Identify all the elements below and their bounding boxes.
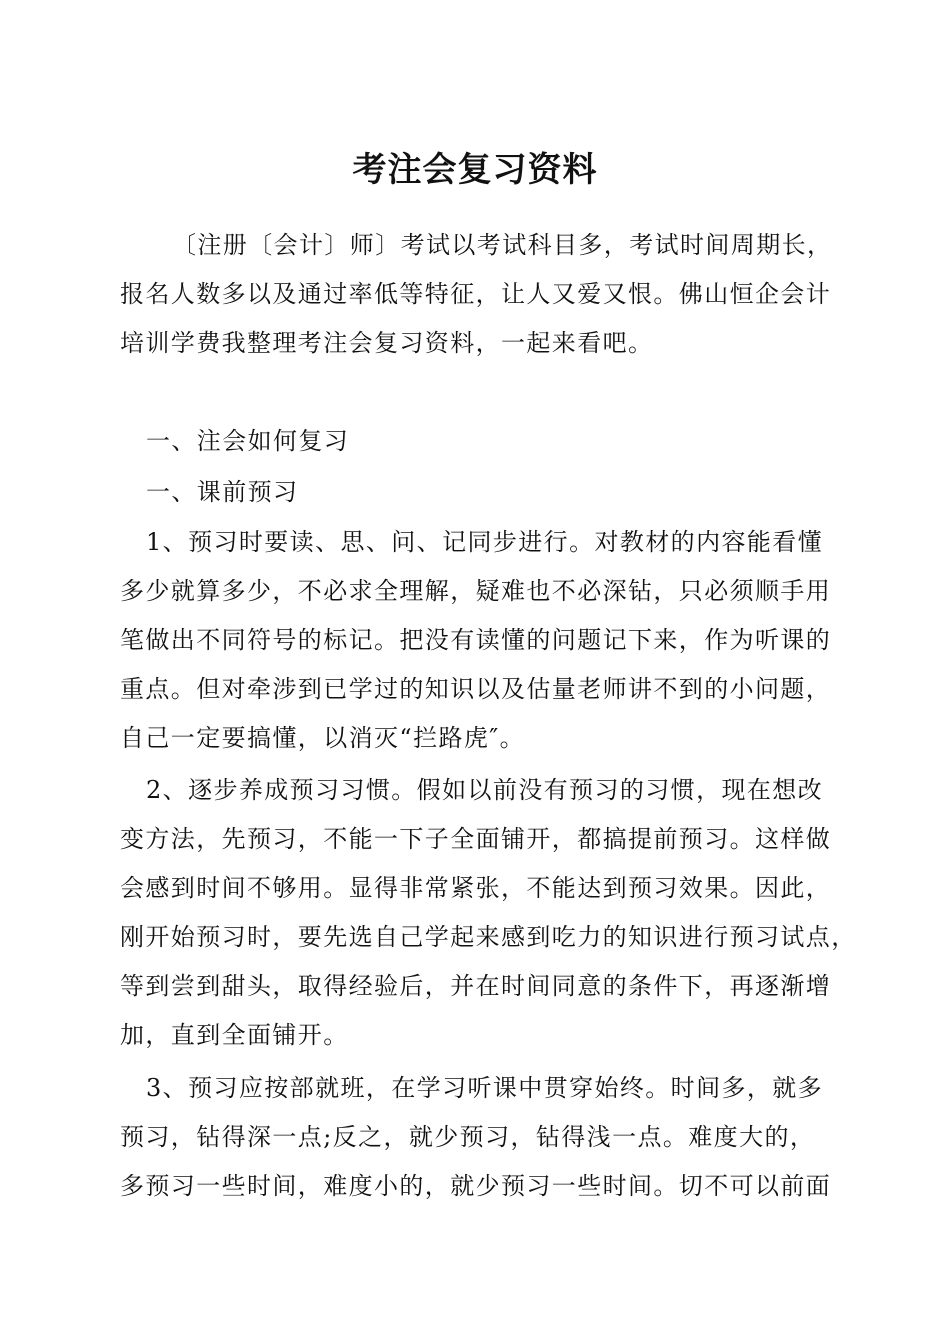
intro-line-3: 培训学费我整理考注会复习资料，一起来看吧。 bbox=[120, 329, 654, 357]
para3-line-3: 多预习一些时间，难度小的，就少预习一些时间。切不可以前面 bbox=[120, 1172, 832, 1200]
para2-line-5: 等到尝到甜头，取得经验后，并在时间同意的条件下，再逐渐增 bbox=[120, 972, 832, 1000]
section-heading-2: 一、课前预习 bbox=[146, 478, 299, 506]
para1-line-2: 多少就算多少，不必求全理解，疑难也不必深钻，只必须顺手用 bbox=[120, 577, 832, 605]
intro-line-1: 〔注册〔会计〕师〕考试以考试科目多，考试时间周期长， bbox=[172, 231, 833, 259]
intro-line-2: 报名人数多以及通过率低等特征，让人又爱又恨。佛山恒企会计 bbox=[120, 280, 832, 308]
para1-line-3: 笔做出不同符号的标记。把没有读懂的问题记下来，作为听课的 bbox=[120, 626, 832, 654]
para3-line-2: 预习，钻得深一点;反之，就少预习，钻得浅一点。难度大的， bbox=[120, 1123, 816, 1151]
para2-line-3: 会感到时间不够用。显得非常紧张，不能达到预习效果。因此， bbox=[120, 874, 832, 902]
para1-line-1: 1、预习时要读、思、问、记同步进行。对教材的内容能看懂 bbox=[146, 528, 824, 556]
document-title: 考注会复习资料 bbox=[352, 150, 598, 190]
para1-line-5: 自己一定要搞懂，以消灭“拦路虎″。 bbox=[120, 724, 526, 752]
para2-line-1: 2、逐步养成预习习惯。假如以前没有预习的习惯，现在想改 bbox=[146, 776, 824, 804]
para3-line-1: 3、预习应按部就班，在学习听课中贯穿始终。时间多，就多 bbox=[146, 1074, 824, 1102]
section-heading-1: 一、注会如何复习 bbox=[146, 427, 350, 455]
para2-line-4: 刚开始预习时，要先选自己学起来感到吃力的知识进行预习试点， bbox=[120, 923, 857, 951]
para2-line-2: 变方法，先预习，不能一下子全面铺开，都搞提前预习。这样做 bbox=[120, 825, 832, 853]
para1-line-4: 重点。但对牵涉到已学过的知识以及估量老师讲不到的小问题， bbox=[120, 675, 832, 703]
para2-line-6: 加，直到全面铺开。 bbox=[120, 1021, 349, 1049]
